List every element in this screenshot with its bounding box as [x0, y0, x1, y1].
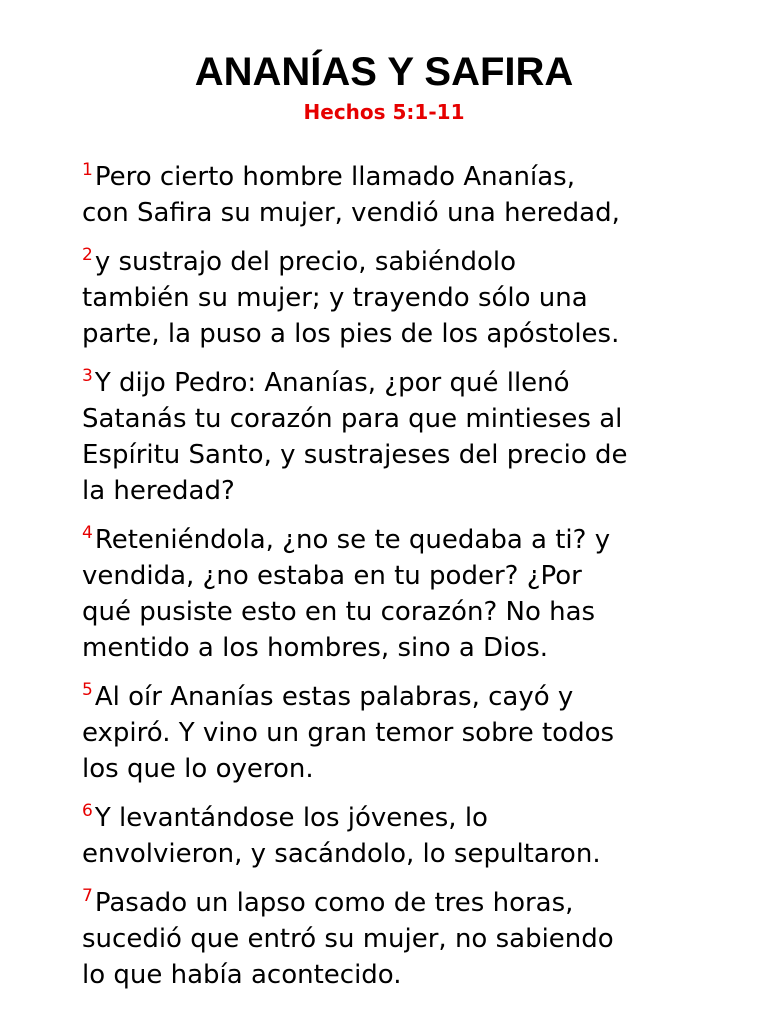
verse-text-line: Y dijo Pedro: Ananías, ¿por qué llenó — [94, 368, 570, 398]
verse-text-line: Pero cierto hombre llamado Ananías, — [94, 162, 575, 192]
verse-text-line: Satanás tu corazón para que mintieses al — [82, 404, 623, 434]
verse-text-line: parte, la puso a los pies de los apóstoles. — [82, 319, 620, 349]
verse-number: 2 — [82, 245, 93, 265]
verse-2 — [82, 237, 722, 352]
verse-6 — [82, 793, 722, 872]
verse-text-line: Reteniéndola, ¿no se te quedaba a ti? y — [94, 525, 611, 555]
verse-text-line: lo que había acontecido. — [82, 960, 402, 990]
verse-list — [82, 152, 722, 999]
verse-text-line: Pasado un lapso como de tres horas, — [94, 888, 574, 918]
verse-text-line: Espíritu Santo, y sustrajeses del precio de — [82, 440, 628, 470]
verse-text-line: también su mujer; y trayendo sólo una — [82, 283, 588, 313]
verse-number: 5 — [82, 680, 93, 700]
verse-3 — [82, 358, 722, 509]
verse-text-line: qué pusiste esto en tu corazón? No has — [82, 597, 596, 627]
page-title: ANANÍAS Y SAFIRA — [194, 50, 574, 94]
verse-text-line: Y levantándose los jóvenes, lo — [94, 803, 488, 833]
scripture-reference: Hechos 5:1-11 — [303, 100, 465, 124]
verse-text-line: los que lo oyeron. — [82, 754, 314, 784]
verse-text-line: vendida, ¿no estaba en tu poder? ¿Por — [82, 561, 582, 591]
verse-number: 3 — [82, 366, 93, 386]
verse-7 — [82, 878, 722, 993]
verse-number: 4 — [82, 523, 93, 543]
verse-number: 1 — [82, 160, 93, 180]
verse-text-line: con Safira su mujer, vendió una heredad, — [82, 198, 620, 228]
verse-5 — [82, 672, 722, 787]
verse-text-line: y sustrajo del precio, sabiéndolo — [94, 247, 517, 277]
verse-number: 6 — [82, 801, 93, 821]
verse-4 — [82, 515, 722, 666]
verse-1 — [82, 152, 722, 231]
verse-text-line: envolvieron, y sacándolo, lo sepultaron. — [82, 839, 601, 869]
verse-text-line: mentido a los hombres, sino a Dios. — [82, 633, 549, 663]
verse-text-line: la heredad? — [82, 476, 235, 506]
verse-number: 7 — [82, 886, 93, 906]
verse-text-line: sucedió que entró su mujer, no sabiendo — [82, 924, 614, 954]
verse-text-line: expiró. Y vino un gran temor sobre todos — [82, 718, 615, 748]
verse-text-line: Al oír Ananías estas palabras, cayó y — [94, 682, 574, 712]
